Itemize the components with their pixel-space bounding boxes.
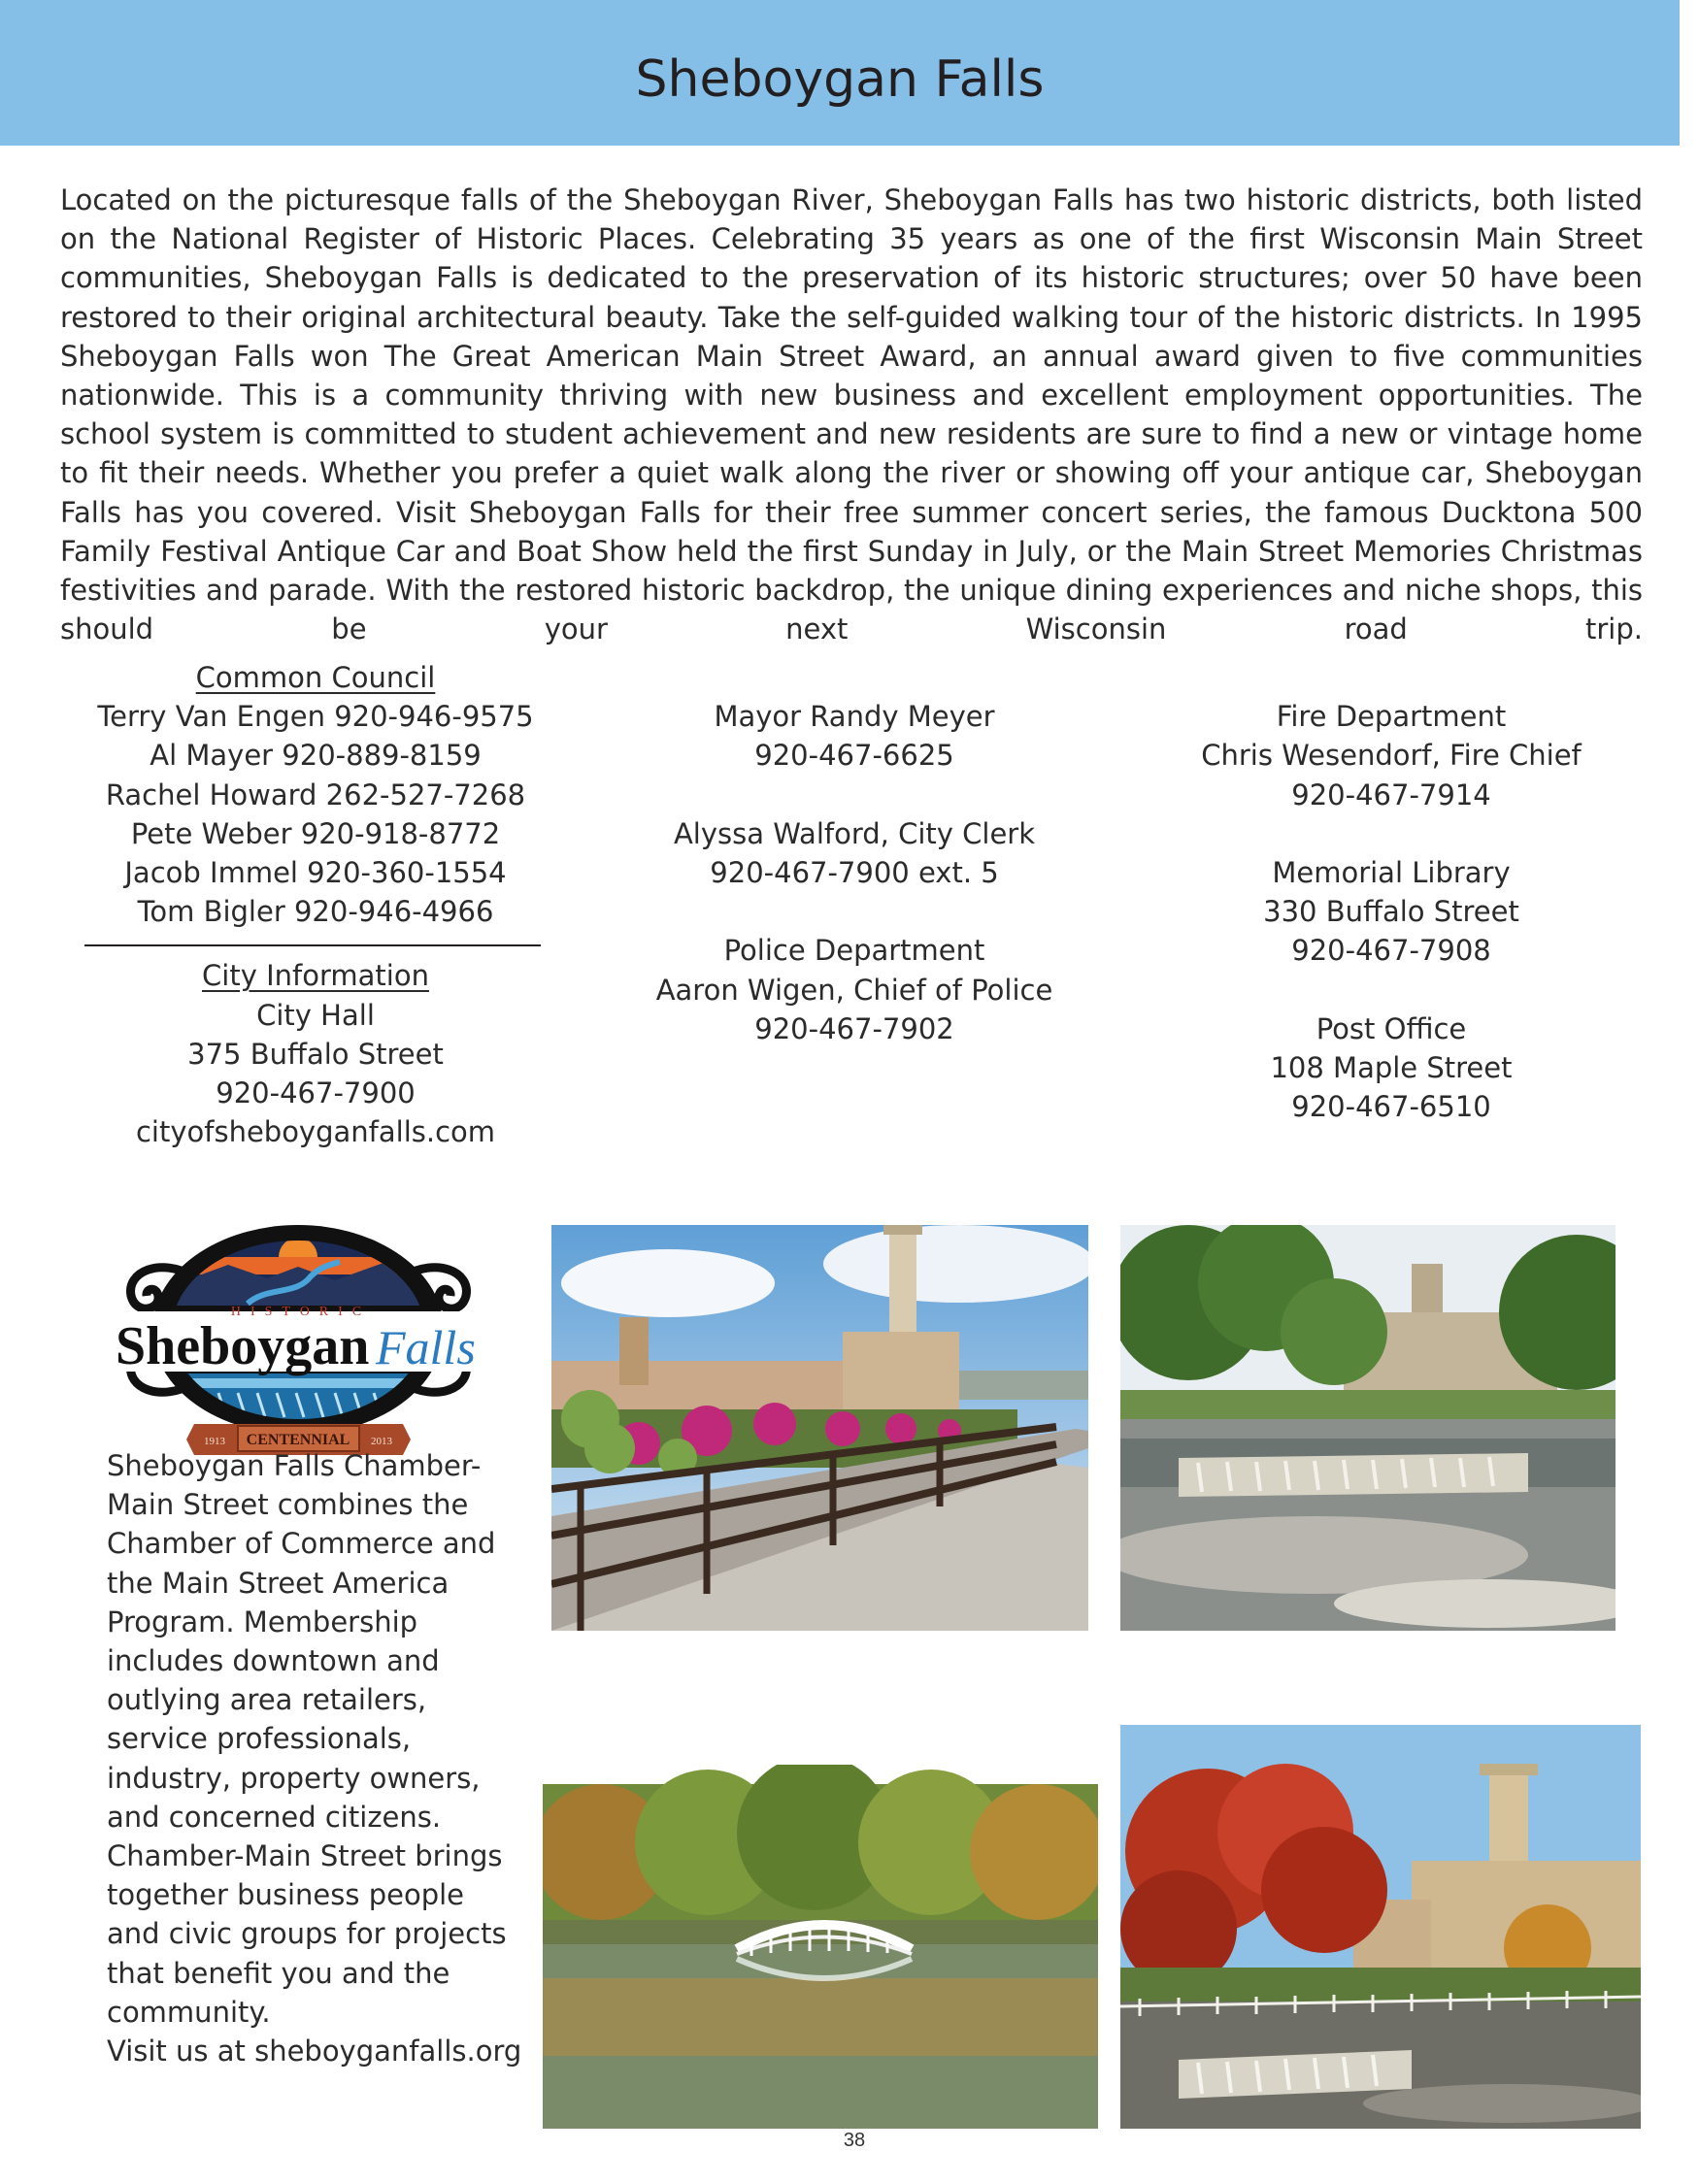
intro-paragraph: Located on the picturesque falls of the Sheboygan River, Sheboygan Falls has two historic districts, both listed on the National Register of Historic Places. Celebrating 35 years as one of the first Wisconsin Main Street communities, Sheboygan Falls is dedicated to the preservation of its historic structures; over 50 have been restored to their original architectural beauty. Take the self-guided walking tour of the historic districts. In 1995 Sheboygan Falls won The Great American Main Street Award, an annual award given to five communities nationwide. This is a community thriving with new business and excellent employment opportunities. The school system is committed to student achievement and new residents are sure to find a new or vintage home to fit their needs. Whether you prefer a quiet walk along the river or showing off your antique car, Sheboygan Falls has you covered. Visit Sheboygan Falls for their free summer concert series, the famous Ducktona 500 Family Festival Antique Car and Boat Show held the first Sunday in July, or the Main Street Memories Christmas festivities and parade. With the restored historic backdrop, the unique dining experiences and niche shops, this should be your next Wisconsin road trip. [60,183,1643,646]
title-banner [0,0,1680,146]
city-info-line: 375 Buffalo Street [187,1037,444,1071]
chamber-line: and civic groups for projects [107,1917,507,1951]
photo-footbridge-reflection [543,1765,1098,2129]
page-number: 38 [843,2130,866,2151]
library-address: 330 Buffalo Street [1263,895,1519,929]
chamber-line: together business people [107,1878,465,1912]
fire-phone: 920-467-7914 [1291,778,1491,811]
chamber-line: Program. Membership [107,1605,418,1638]
logo-historic-text: HISTORIC [230,1305,372,1319]
council-member: Terry Van Engen 920-946-9575 [97,700,534,734]
logo-year-left: 1913 [204,1436,225,1447]
post-office-heading: Post Office [1316,1011,1467,1045]
chamber-website: Visit us at sheboyganfalls.org [107,2035,522,2068]
chamber-line: that benefit you and the [107,1956,450,1990]
police-heading: Police Department [723,934,985,968]
council-member: Pete Weber 920-918-8772 [130,816,501,850]
chamber-line: outlying area retailers, [107,1683,427,1717]
mayor-phone: 920-467-6625 [754,739,954,773]
logo-year-right: 2013 [371,1436,392,1447]
historic-sheboygan-falls-logo [102,1218,495,1459]
section-divider [84,944,541,946]
council-member: Al Mayer 920-889-8159 [150,739,482,773]
chamber-description [107,1446,524,2070]
council-column [83,658,549,1151]
mayor-name: Mayor Randy Meyer [714,700,995,734]
city-info-heading: City Information [202,959,429,993]
chamber-line: the Main Street America [107,1566,450,1600]
clerk-phone: 920-467-7900 ext. 5 [710,855,999,889]
photo-bridge-flowers [551,1225,1088,1631]
council-heading: Common Council [195,661,436,694]
chamber-line: industry, property owners, [107,1761,481,1795]
logo-word-falls: Falls [376,1320,476,1374]
chamber-line: and concerned citizens. [107,1800,442,1834]
city-website: cityofsheboyganfalls.com [135,1115,496,1149]
library-heading: Memorial Library [1272,855,1511,889]
post-office-address: 108 Maple Street [1270,1050,1513,1084]
fire-chief: Chris Wesendorf, Fire Chief [1201,739,1582,773]
chamber-line: community. [107,1995,271,2029]
chamber-line: Chamber of Commerce and [107,1527,496,1561]
photo-river-falls [1120,1225,1616,1631]
police-phone: 920-467-7902 [754,1011,954,1045]
council-member: Jacob Immel 920-360-1554 [124,856,507,890]
city-info-line: 920-467-7900 [216,1076,416,1110]
page-title: Sheboygan Falls [635,50,1045,109]
library-phone: 920-467-7908 [1291,934,1491,968]
city-info-line: City Hall [256,998,375,1032]
logo-ribbon-text: CENTENNIAL [246,1432,350,1448]
chamber-line: Main Street combines the [107,1488,469,1522]
council-member: Tom Bigler 920-946-4966 [137,895,494,929]
officials-column [614,658,1095,1048]
chamber-line: includes downtown and [107,1644,440,1678]
chamber-line: Sheboygan Falls Chamber- [107,1449,482,1482]
chamber-line: Chamber-Main Street brings [107,1839,503,1873]
post-office-phone: 920-467-6510 [1291,1090,1491,1124]
council-member: Rachel Howard 262-527-7268 [105,778,526,811]
police-chief: Aaron Wigen, Chief of Police [655,973,1053,1007]
photo-autumn-mill [1120,1725,1641,2129]
fire-heading: Fire Department [1276,700,1507,734]
clerk-name: Alyssa Walford, City Clerk [673,816,1036,850]
services-column [1150,658,1632,1126]
chamber-line: service professionals, [107,1722,412,1756]
logo-word-sheboygan: Sheboygan [116,1316,370,1376]
